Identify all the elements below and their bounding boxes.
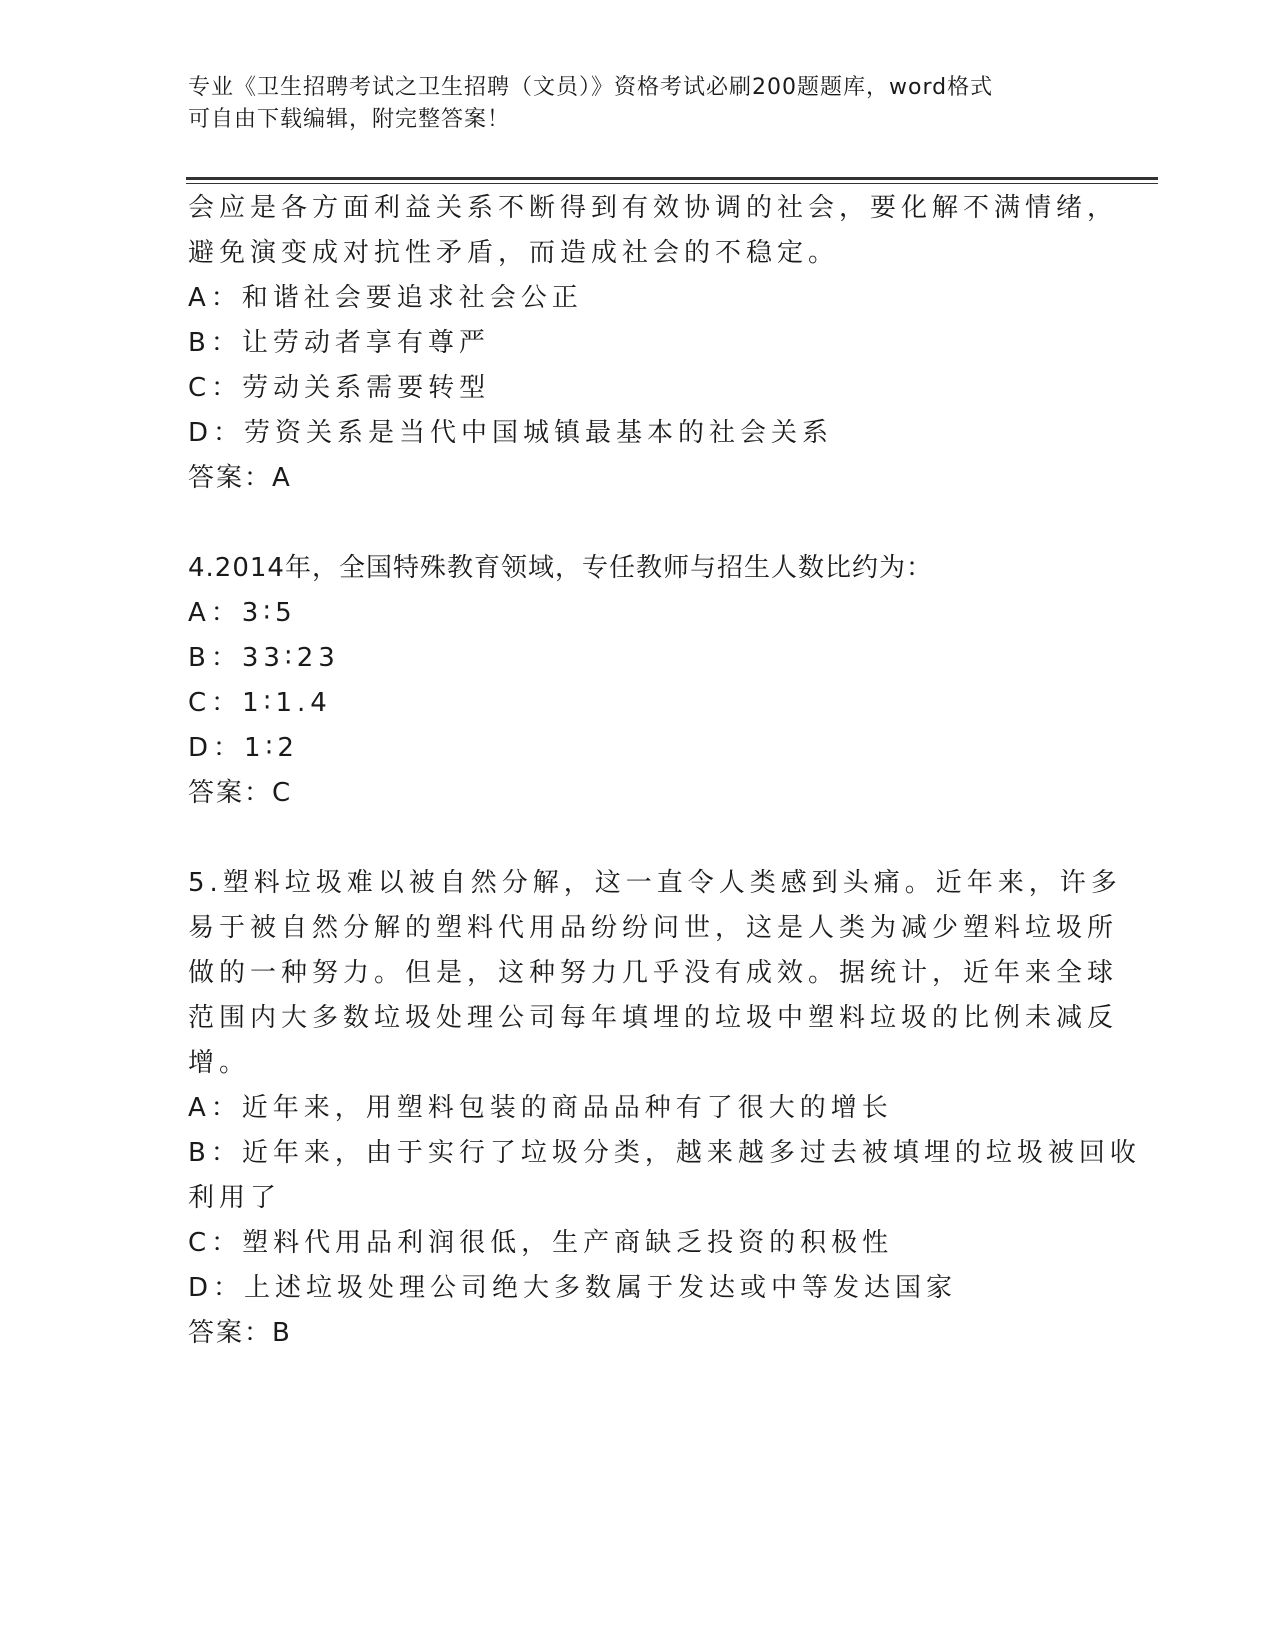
option-c: C：1∶1.4 xyxy=(188,688,332,718)
option-b: B：让劳动者享有尊严 xyxy=(188,328,490,358)
question-stem-line: 4.2014年，全国特殊教育领域，专任教师与招生人数比约为： xyxy=(188,553,933,583)
option-a: A：近年来，用塑料包装的商品品种有了很大的增长 xyxy=(188,1093,893,1123)
answer: 答案：B xyxy=(188,1318,292,1348)
option-a: A：3∶5 xyxy=(188,598,297,628)
spacer xyxy=(188,501,1088,546)
option-c: C：劳动关系需要转型 xyxy=(188,373,491,403)
question-3 xyxy=(188,186,1119,501)
question-stem-line: 5.塑料垃圾难以被自然分解，这一直令人类感到头痛。近年来，许多 xyxy=(188,868,1122,898)
answer: 答案：A xyxy=(188,463,292,493)
question-stem-line: 增。 xyxy=(188,1048,251,1078)
option-b-continued: 利用了 xyxy=(188,1183,282,1213)
header-rule-thick xyxy=(186,177,1158,180)
header-rule-thin xyxy=(186,183,1158,184)
question-4 xyxy=(188,546,1088,816)
question-content xyxy=(188,186,1141,1356)
option-b: B：近年来，由于实行了垃圾分类，越来越多过去被填埋的垃圾被回收 xyxy=(188,1138,1141,1168)
option-a: A：和谐社会要追求社会公正 xyxy=(188,283,583,313)
option-b: B：33∶23 xyxy=(188,643,340,673)
question-stem-line: 易于被自然分解的塑料代用品纷纷问世，这是人类为减少塑料垃圾所 xyxy=(188,913,1119,943)
spacer xyxy=(188,816,1088,861)
header-line-1: 专业《卫生招聘考试之卫生招聘（文员）》资格考试必刷200题题库，word格式 xyxy=(188,75,994,100)
question-stem-line: 范围内大多数垃圾处理公司每年填埋的垃圾中塑料垃圾的比例未减反 xyxy=(188,1003,1119,1033)
option-d: D：劳资关系是当代中国城镇最基本的社会关系 xyxy=(188,418,834,448)
question-stem-line: 做的一种努力。但是，这种努力几乎没有成效。据统计，近年来全球 xyxy=(188,958,1119,988)
option-d: D：1∶2 xyxy=(188,733,299,763)
question-5 xyxy=(188,861,1141,1356)
answer: 答案：C xyxy=(188,778,293,808)
header-line-2: 可自由下载编辑，附完整答案！ xyxy=(188,107,511,132)
document-header xyxy=(188,72,1068,136)
question-stem-line: 避免演变成对抗性矛盾，而造成社会的不稳定。 xyxy=(188,238,840,268)
question-stem-line: 会应是各方面利益关系不断得到有效协调的社会，要化解不满情绪， xyxy=(188,193,1119,223)
option-d: D：上述垃圾处理公司绝大多数属于发达或中等发达国家 xyxy=(188,1273,958,1303)
option-c: C：塑料代用品利润很低，生产商缺乏投资的积极性 xyxy=(188,1228,894,1258)
